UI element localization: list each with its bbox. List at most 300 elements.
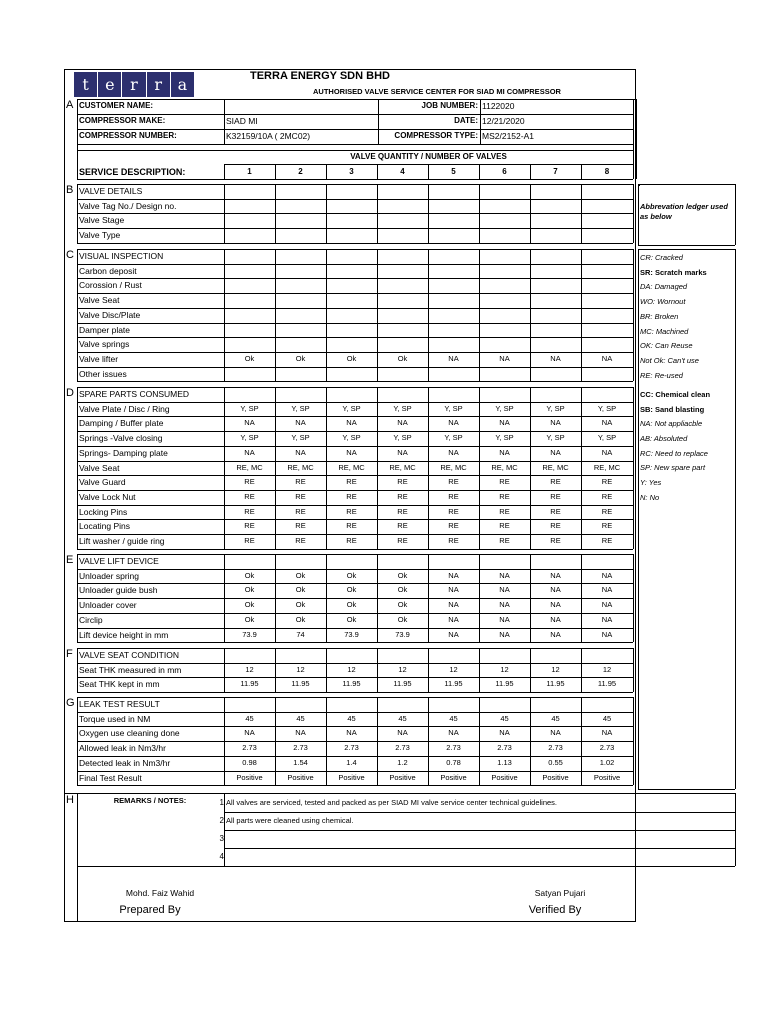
- cell-value: Positive: [593, 772, 621, 782]
- cell-value: Y, SP: [444, 433, 463, 443]
- cell-value: 2.73: [548, 743, 563, 753]
- legend-item: NA: Not appliacble: [640, 419, 703, 429]
- cell-value: RE: [397, 536, 408, 545]
- cell-value: NA: [397, 447, 408, 457]
- cell-value: Ok: [397, 570, 408, 580]
- cell-value: Y, SP: [342, 403, 361, 413]
- legend-item: CR: Cracked: [640, 253, 683, 262]
- row-label: Valve springs: [79, 339, 130, 350]
- grid-line: [633, 184, 634, 243]
- cell-value: 12: [551, 664, 560, 674]
- cell-value: RE: [295, 491, 306, 501]
- cell-value: Y, SP: [240, 403, 259, 413]
- cell-value: NA: [550, 585, 561, 595]
- cell-value: Ok: [244, 585, 255, 595]
- cell-value: Positive: [491, 772, 518, 782]
- row-label: Final Test Result: [79, 772, 142, 783]
- cell-value: Positive: [236, 772, 263, 782]
- column-header-4: 4: [400, 167, 405, 176]
- cell-value: RE, MC: [287, 462, 314, 472]
- grid-line: [77, 793, 78, 922]
- row-label: Carbon deposit: [79, 265, 137, 276]
- cell-value: NA: [550, 728, 561, 738]
- cell-value: RE: [550, 536, 561, 545]
- cell-value: NA: [550, 418, 561, 428]
- cell-value: Y, SP: [291, 433, 310, 443]
- valve-quantity-title: VALVE QUANTITY / NUMBER OF VALVES: [350, 152, 507, 161]
- logo-letter: e: [98, 72, 122, 97]
- block-title-c: VISUAL INSPECTION: [79, 251, 164, 261]
- cell-value: NA: [448, 629, 459, 639]
- cell-value: RE: [499, 506, 510, 516]
- section-letter: H: [66, 794, 74, 806]
- section-letter: A: [66, 99, 74, 111]
- cell-value: Y, SP: [342, 433, 361, 443]
- cell-value: NA: [499, 353, 510, 363]
- row-label: Valve Seat: [79, 295, 120, 306]
- legend-border: [638, 249, 735, 250]
- cell-value: RE, MC: [491, 462, 518, 472]
- cell-value: RE, MC: [542, 462, 569, 472]
- cell-value: 0.78: [446, 757, 461, 767]
- service-description-label: SERVICE DESCRIPTION:: [79, 167, 186, 177]
- remark-text: All parts were cleaned using chemical.: [226, 816, 354, 825]
- cell-value: NA: [499, 570, 510, 580]
- cell-value: Ok: [346, 585, 357, 595]
- cell-value: RE: [448, 477, 459, 487]
- cell-value: Ok: [397, 600, 408, 610]
- cell-value: NA: [550, 353, 561, 363]
- cell-value: 11.95: [393, 679, 412, 689]
- cell-value: NA: [499, 585, 510, 595]
- grid-line: [224, 848, 735, 849]
- cell-value: RE: [346, 506, 357, 516]
- cell-value: NA: [550, 629, 561, 639]
- row-label: Valve lifter: [79, 353, 119, 364]
- cell-value: NA: [448, 600, 459, 610]
- block-title-g: LEAK TEST RESULT: [79, 699, 160, 709]
- cell-value: RE: [499, 477, 510, 487]
- cell-value: Positive: [389, 772, 416, 782]
- legend-item: WO: Wornout: [640, 297, 686, 307]
- legend-border: [638, 184, 639, 245]
- grid-line: [224, 830, 735, 831]
- cell-value: Y, SP: [546, 403, 565, 413]
- cell-value: RE: [448, 521, 459, 531]
- legend-item: MC: Machined: [640, 326, 689, 336]
- column-header-8: 8: [604, 167, 610, 176]
- cell-value: NA: [550, 447, 561, 457]
- cell-value: NA: [448, 447, 459, 457]
- row-label: Allowed leak in Nm3/hr: [79, 743, 166, 754]
- cell-value: 2.73: [293, 743, 308, 753]
- column-header-5: 5: [451, 167, 456, 176]
- row-label: Springs -Valve closing: [79, 433, 163, 444]
- cell-value: RE, MC: [236, 462, 263, 472]
- row-label: Damping / Buffer plate: [79, 418, 164, 429]
- cell-value: NA: [499, 629, 510, 639]
- info-label-number: COMPRESSOR NUMBER:: [79, 131, 177, 140]
- verified-by-name: Satyan Pujari: [534, 888, 586, 898]
- logo-letter: a: [177, 75, 188, 94]
- cell-value: 73.9: [395, 629, 410, 639]
- cell-value: NA: [397, 418, 408, 428]
- row-label: Valve Plate / Disc / Ring: [79, 403, 170, 414]
- cell-value: Ok: [346, 353, 357, 363]
- legend-item: CC: Chemical clean: [640, 389, 711, 399]
- cell-value: 45: [245, 713, 254, 723]
- grid-line: [77, 243, 633, 244]
- cell-value: RE: [448, 506, 459, 516]
- grid-line: [633, 554, 634, 642]
- remark-number: 4: [219, 852, 224, 861]
- cell-value: NA: [601, 600, 613, 610]
- cell-value: NA: [550, 570, 561, 580]
- row-label: Valve Seat: [79, 462, 120, 473]
- column-header-3: 3: [349, 167, 354, 176]
- cell-value: NA: [295, 728, 306, 738]
- cell-value: Y, SP: [597, 433, 617, 443]
- cell-value: NA: [601, 447, 613, 457]
- prepared-by-label: Prepared By: [119, 904, 181, 916]
- legend-border: [638, 245, 735, 246]
- cell-value: Y, SP: [393, 403, 412, 413]
- row-label: Valve Disc/Plate: [79, 309, 141, 320]
- cell-value: Ok: [295, 570, 306, 580]
- cell-value: Ok: [244, 600, 255, 610]
- legend-border: [735, 249, 736, 789]
- cell-value: 74: [296, 629, 305, 639]
- cell-value: 1.54: [293, 757, 308, 767]
- row-label: Other issues: [79, 368, 127, 379]
- section-letter: B: [66, 184, 74, 196]
- cell-value: RE: [397, 491, 408, 501]
- cell-value: RE: [601, 477, 613, 487]
- cell-value: RE: [550, 491, 561, 501]
- cell-value: RE, MC: [389, 462, 416, 472]
- cell-value: RE: [244, 536, 255, 545]
- cell-value: RE: [346, 491, 357, 501]
- cell-value: RE: [397, 521, 408, 531]
- section-letter: G: [66, 697, 75, 709]
- cell-value: 12: [296, 664, 305, 674]
- logo-letter: t: [74, 72, 98, 97]
- row-label: Detected leak in Nm3/hr: [79, 757, 171, 768]
- cell-value: RE: [295, 506, 306, 516]
- row-label: Torque used in NM: [79, 713, 151, 724]
- row-label: Springs- Damping plate: [79, 447, 168, 458]
- column-header-2: 2: [298, 167, 303, 176]
- cell-value: 1.13: [497, 757, 512, 767]
- grid-line: [77, 642, 633, 643]
- grid-line: [77, 648, 78, 692]
- cell-value: NA: [601, 570, 613, 580]
- cell-value: NA: [499, 447, 510, 457]
- row-label: Valve Stage: [79, 215, 125, 226]
- cell-value: NA: [448, 614, 459, 624]
- cell-value: NA: [448, 353, 459, 363]
- cell-value: RE: [499, 521, 510, 531]
- grid-line: [633, 387, 634, 549]
- info-label-job: JOB NUMBER:: [421, 101, 478, 110]
- cell-value: 11.95: [597, 679, 617, 689]
- cell-value: RE: [448, 536, 459, 545]
- legend-title: Abbrevation ledger used as below: [640, 202, 728, 221]
- grid-line: [77, 150, 633, 151]
- block-title-d: SPARE PARTS CONSUMED: [79, 389, 190, 399]
- cell-value: 12: [347, 664, 356, 674]
- grid-line: [77, 249, 78, 381]
- row-label: Seat THK kept in mm: [79, 679, 160, 690]
- cell-value: RE: [397, 506, 408, 516]
- cell-value: NA: [550, 600, 561, 610]
- cell-value: NA: [346, 447, 357, 457]
- cell-value: NA: [550, 614, 561, 624]
- cell-value: 2.73: [497, 743, 512, 753]
- cell-value: 1.4: [346, 757, 357, 767]
- cell-value: 1.2: [397, 757, 408, 767]
- grid-line: [77, 866, 735, 867]
- row-label: Unloader spring: [79, 570, 140, 581]
- cell-value: Positive: [338, 772, 365, 782]
- cell-value: Ok: [346, 600, 357, 610]
- legend-item: AB: Absoluted: [640, 433, 688, 443]
- row-label: Valve Lock Nut: [79, 491, 136, 502]
- cell-value: RE, MC: [593, 462, 621, 472]
- cell-value: RE: [550, 477, 561, 487]
- block-title-e: VALVE LIFT DEVICE: [79, 556, 159, 566]
- legend-border: [638, 249, 639, 789]
- prepared-by-name: Mohd. Faiz Wahid: [125, 888, 195, 898]
- column-header-7: 7: [553, 167, 558, 176]
- grid-line: [633, 164, 634, 179]
- cell-value: 0.98: [242, 757, 257, 767]
- legend-border: [638, 789, 735, 790]
- verified-by-label: Verified By: [528, 904, 582, 916]
- cell-value: Y, SP: [597, 403, 617, 413]
- grid-line: [735, 793, 736, 866]
- block-title-b: VALVE DETAILS: [79, 186, 143, 196]
- cell-value: Positive: [542, 772, 569, 782]
- section-letter: E: [66, 554, 74, 566]
- remark-text: All valves are serviced, tested and packed as per SIAD MI valve service center technical guidelines.: [226, 798, 557, 807]
- grid-line: [633, 249, 634, 381]
- cell-value: Ok: [397, 353, 408, 363]
- cell-value: RE, MC: [338, 462, 365, 472]
- row-label: Unloader cover: [79, 600, 137, 611]
- row-label: Lift device height in mm: [79, 629, 169, 640]
- cell-value: 1.02: [599, 757, 615, 767]
- row-label: Locating Pins: [79, 521, 131, 532]
- row-label: Unloader guide bush: [79, 585, 158, 596]
- cell-value: NA: [346, 418, 357, 428]
- cell-value: RE: [346, 521, 357, 531]
- cell-value: RE: [244, 506, 255, 516]
- grid-line: [77, 549, 633, 550]
- cell-value: Ok: [295, 614, 306, 624]
- cell-value: NA: [499, 600, 510, 610]
- cell-value: 0.55: [548, 757, 563, 767]
- grid-line: [636, 99, 637, 179]
- cell-value: 45: [347, 713, 356, 723]
- cell-value: Positive: [287, 772, 314, 782]
- company-name: TERRA ENERGY SDN BHD: [250, 70, 390, 82]
- cell-value: 45: [449, 713, 458, 723]
- info-value-number: K32159/10A ( 2MC02): [226, 131, 311, 141]
- cell-value: NA: [601, 418, 613, 428]
- info-value-date: 12/21/2020: [482, 116, 525, 126]
- legend-border: [735, 184, 736, 245]
- logo-letter: r: [147, 72, 171, 97]
- cell-value: 2.73: [446, 743, 461, 753]
- cell-value: 45: [551, 713, 560, 723]
- cell-value: 73.9: [242, 629, 257, 639]
- cell-value: RE: [448, 491, 459, 501]
- legend-item: Y: Yes: [640, 478, 662, 487]
- cell-value: Ok: [244, 570, 255, 580]
- cell-value: NA: [346, 728, 357, 738]
- grid-line: [633, 648, 634, 692]
- cell-value: NA: [397, 728, 408, 738]
- row-label: Valve Guard: [79, 477, 126, 488]
- cell-value: 11.95: [546, 679, 565, 689]
- grid-line: [77, 179, 633, 180]
- row-label: Valve Tag No./ Design no.: [79, 200, 177, 211]
- cell-value: Ok: [397, 585, 408, 595]
- cell-value: Positive: [440, 772, 467, 782]
- remarks-label: REMARKS / NOTES:: [113, 796, 187, 805]
- cell-value: 12: [500, 664, 509, 674]
- cell-value: Ok: [295, 353, 306, 363]
- grid-line: [633, 697, 634, 785]
- grid-line: [77, 99, 78, 179]
- logo-letter: r: [122, 72, 146, 97]
- grid-line: [224, 99, 225, 144]
- section-letter: F: [66, 648, 73, 660]
- cell-value: NA: [601, 629, 613, 639]
- remark-number: 1: [219, 798, 224, 807]
- column-header-1: 1: [247, 167, 252, 176]
- legend-item: SB: Sand blasting: [640, 404, 705, 414]
- cell-value: 12: [449, 664, 458, 674]
- cell-value: Y, SP: [495, 403, 514, 413]
- cell-value: 45: [398, 713, 407, 723]
- cell-value: RE: [244, 521, 255, 531]
- cell-value: RE: [244, 477, 255, 487]
- row-label: Locking Pins: [79, 506, 128, 517]
- cell-value: RE: [601, 491, 613, 501]
- cell-value: NA: [499, 418, 510, 428]
- cell-value: Y, SP: [291, 403, 310, 413]
- info-value-type: MS2/2152-A1: [482, 131, 534, 141]
- cell-value: RE: [601, 536, 613, 545]
- cell-value: RE: [601, 506, 613, 516]
- grid-line: [77, 144, 633, 145]
- legend-item: RE: Re-used: [640, 370, 683, 380]
- cell-value: RE: [397, 477, 408, 487]
- cell-value: Ok: [295, 600, 306, 610]
- cell-value: 12: [398, 664, 407, 674]
- cell-value: RE, MC: [440, 462, 467, 472]
- cell-value: NA: [448, 728, 459, 738]
- legend-item: SP: New spare part: [640, 463, 706, 473]
- cell-value: RE: [499, 491, 510, 501]
- cell-value: RE: [601, 521, 613, 531]
- cell-value: 11.95: [444, 679, 463, 689]
- cell-value: RE: [295, 477, 306, 487]
- cell-value: NA: [244, 447, 255, 457]
- cell-value: Y, SP: [393, 433, 412, 443]
- cell-value: 11.95: [240, 679, 259, 689]
- cell-value: RE: [295, 521, 306, 531]
- cell-value: NA: [499, 614, 510, 624]
- cell-value: 11.95: [291, 679, 310, 689]
- cell-value: RE: [346, 477, 357, 487]
- cell-value: Ok: [244, 614, 255, 624]
- remark-number: 3: [219, 834, 224, 843]
- cell-value: NA: [448, 585, 459, 595]
- row-label: Damper plate: [79, 324, 131, 335]
- cell-value: Ok: [346, 614, 357, 624]
- legend-item: SR: Scratch marks: [640, 267, 707, 277]
- cell-value: Ok: [295, 585, 306, 595]
- cell-value: NA: [601, 728, 613, 738]
- grid-line: [77, 785, 633, 786]
- cell-value: NA: [601, 614, 613, 624]
- cell-value: Ok: [346, 570, 357, 580]
- cell-value: RE: [550, 521, 561, 531]
- grid-line: [378, 99, 379, 144]
- cell-value: RE: [244, 491, 255, 501]
- cell-value: NA: [448, 418, 459, 428]
- legend-item: OK: Can Reuse: [640, 341, 693, 351]
- section-letter: D: [66, 387, 74, 399]
- grid-line: [77, 381, 633, 382]
- cell-value: 45: [602, 713, 612, 723]
- grid-line: [224, 812, 735, 813]
- legend-item: N: No: [640, 492, 660, 502]
- cell-value: NA: [601, 353, 613, 363]
- row-label: Lift washer / guide ring: [79, 536, 165, 546]
- cell-value: 2.73: [395, 743, 410, 753]
- cell-value: 73.9: [344, 629, 359, 639]
- cell-value: 2.73: [599, 743, 615, 753]
- cell-value: Y, SP: [444, 403, 463, 413]
- legend-item: DA: Damaged: [640, 282, 688, 292]
- cell-value: RE: [550, 506, 561, 516]
- row-label: Seat THK measured in mm: [79, 664, 182, 675]
- cell-value: NA: [448, 570, 459, 580]
- info-label-date: DATE:: [454, 116, 478, 125]
- cell-value: RE: [499, 536, 510, 545]
- legend-item: RC: Need to replace: [640, 448, 708, 458]
- cell-value: 11.95: [342, 679, 361, 689]
- info-value-make: SIAD MI: [226, 116, 258, 126]
- cell-value: 2.73: [344, 743, 359, 753]
- row-label: Valve Type: [79, 230, 121, 241]
- cell-value: NA: [295, 447, 306, 457]
- info-label-customer: CUSTOMER NAME:: [79, 101, 154, 110]
- grid-line: [77, 692, 633, 693]
- cell-value: NA: [244, 728, 255, 738]
- cell-value: 12: [602, 664, 612, 674]
- cell-value: RE: [346, 536, 357, 545]
- cell-value: NA: [499, 728, 510, 738]
- block-title-f: VALVE SEAT CONDITION: [79, 650, 179, 660]
- cell-value: Y, SP: [495, 433, 514, 443]
- cell-value: NA: [295, 418, 306, 428]
- terra-logo: [74, 72, 194, 97]
